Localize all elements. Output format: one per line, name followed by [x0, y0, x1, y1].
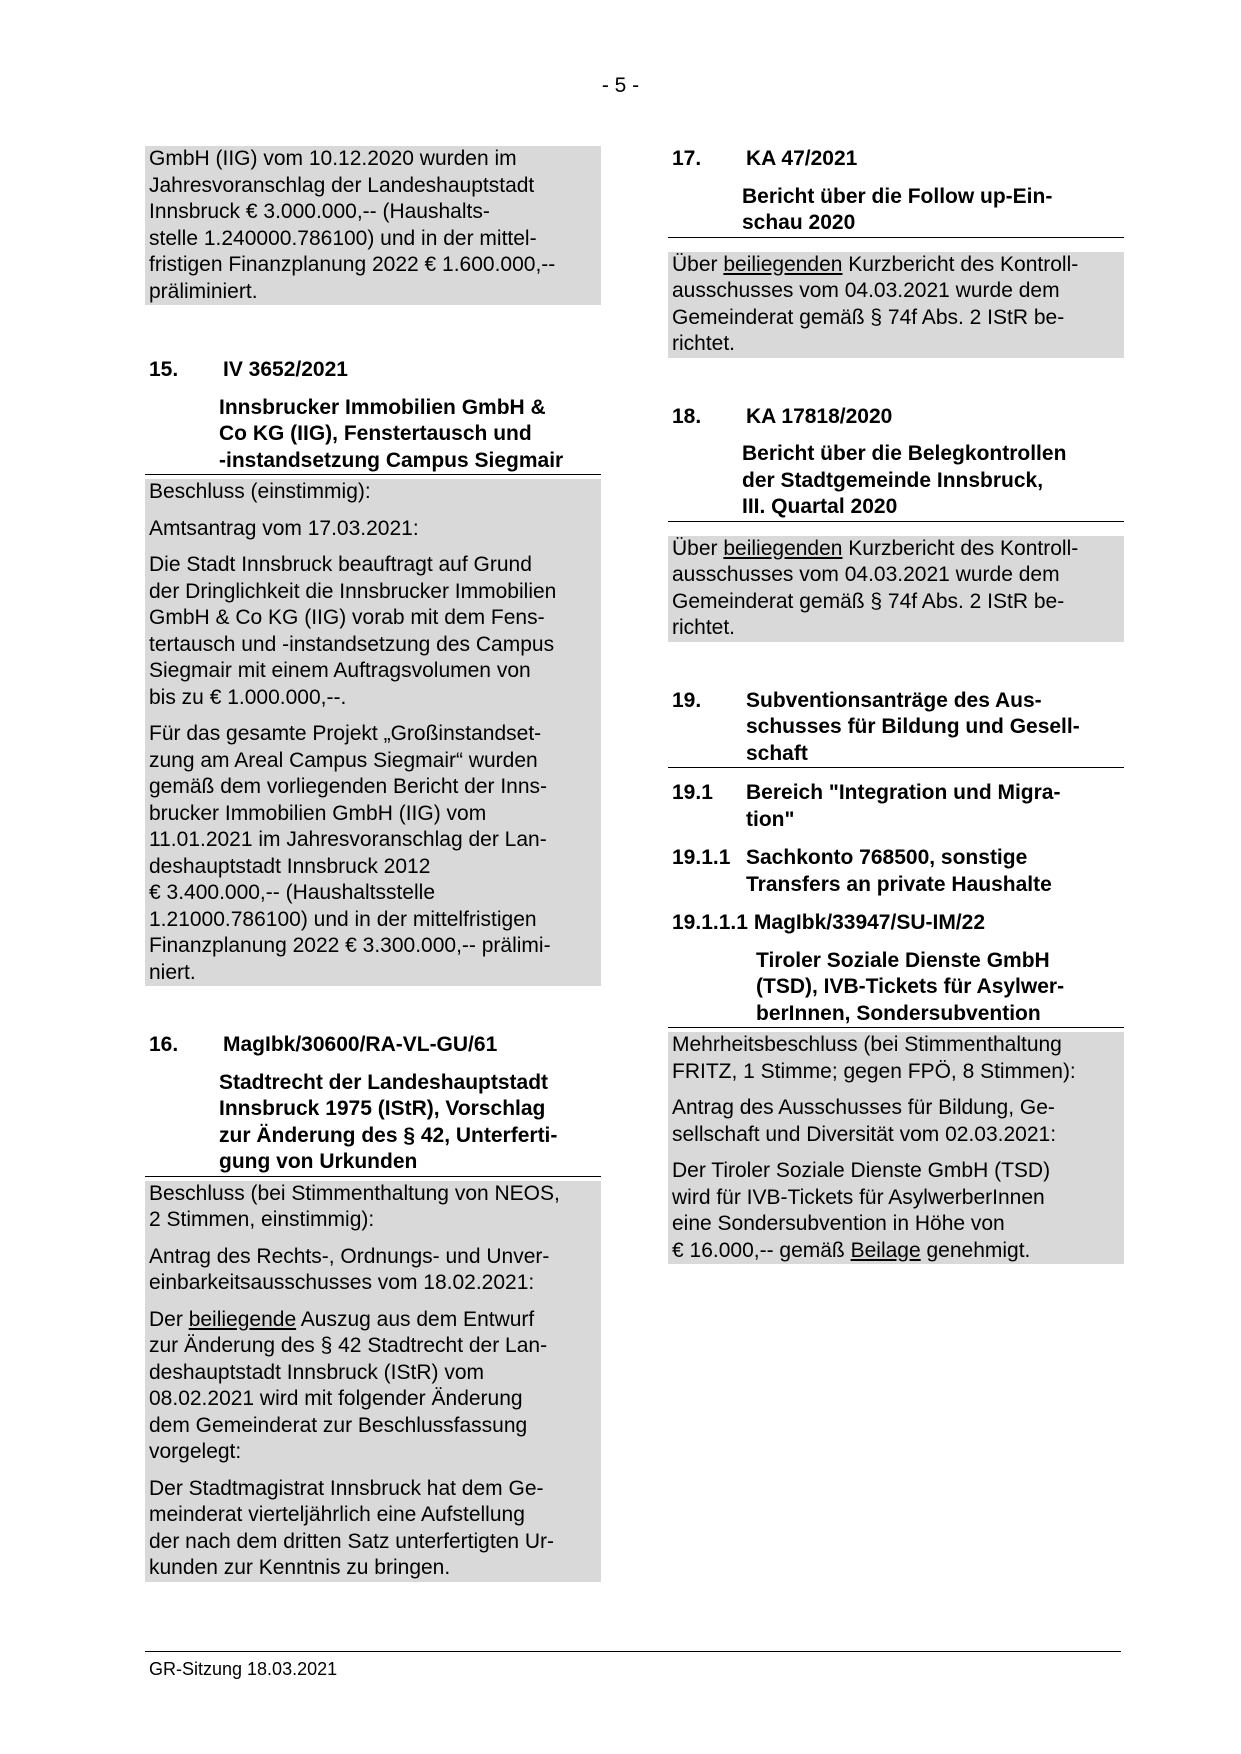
- motion-text: Antrag des Ausschusses für Bildung, Ge- sellschaft und Diversität vom 02.03.2021:: [672, 1096, 1057, 1146]
- item-15-body: [145, 479, 601, 986]
- item-19-1-heading: [668, 780, 1124, 833]
- footer: GR-Sitzung 18.03.2021: [149, 1659, 338, 1679]
- item-17-body: [668, 252, 1124, 358]
- decision-text: Mehrheitsbeschluss (bei Stimmenthaltung FRITZ, 1 Stimme; gegen FPÖ, 8 Stimmen):: [672, 1033, 1076, 1083]
- item-title: Subventionsanträge des Aus- schusses für Bildung und Gesell- schaft: [746, 688, 1080, 765]
- item-number: 18.: [672, 404, 702, 428]
- item-19-1-1-1-heading: [668, 910, 1124, 937]
- item-19-heading: [668, 688, 1124, 769]
- item-number: 19.: [672, 688, 702, 712]
- item-reference: MagIbk/33947/SU-IM/22: [753, 911, 985, 934]
- page-number: - 5 -: [601, 74, 640, 97]
- item-19-body: [668, 1032, 1124, 1264]
- decision-text: Beschluss (bei Stimmenthaltung von NEOS, 2 Stimmen, einstimmig):: [149, 1181, 560, 1231]
- attachment-link[interactable]: beiliegende: [188, 1307, 297, 1331]
- item-number: 15.: [149, 358, 179, 381]
- attachment-link[interactable]: Beilage: [850, 1238, 921, 1262]
- amendment-paragraph: Der Stadtmagistrat Innsbruck hat dem Ge- meinderat vierteljährlich eine Aufstellung der nach dem dritten Satz unterfertigten Ur- kunden zur Kenntnis zu bringen.: [149, 1476, 555, 1579]
- item-title: Sachkonto 768500, sonstige Transfers an private Haushalte: [746, 846, 1052, 896]
- item-number: 19.1.1.1: [672, 911, 748, 934]
- motion-text: Antrag des Rechts-, Ordnungs- und Unver- einbarkeitsausschusses vom 18.02.2021:: [149, 1244, 550, 1294]
- item-number: 16.: [149, 1033, 179, 1056]
- item-number: 17.: [672, 147, 702, 170]
- item-18-heading: [668, 404, 1124, 431]
- item-18-title: Bericht über die Belegkontrollen der Stadtgemeinde Innsbruck, III. Quartal 2020: [668, 441, 1124, 522]
- resolution-paragraph: Die Stadt Innsbruck beauftragt auf Grund der Dringlichkeit die Innsbrucker Immobilien GmbH & Co KG (IIG) vorab mit dem Fens- tertausch und -instandsetzung des Campus Siegmair mit einem Auftragsvolumen von bis zu € 1.000.000,--.: [149, 553, 557, 709]
- item-15-heading: [145, 357, 601, 384]
- intro-paragraph: GmbH (IIG) vom 10.12.2020 wurden im Jahresvoranschlag der Landeshauptstadt Innsbruck € 3.000.000,-- (Haushalts- stelle 1.240000.786100) und in der mittel- fristigen Finanzplanung 2022 € 1.600.000,-- präliminiert.: [149, 147, 556, 303]
- item-17-title: Bericht über die Follow up-Ein- schau 2020: [668, 184, 1124, 238]
- item-19-1-1-heading: [668, 845, 1124, 898]
- attachment-link[interactable]: beiliegenden: [723, 536, 843, 560]
- item-19-1-1-1-title: Tiroler Soziale Dienste GmbH (TSD), IVB-Tickets für Asylwer- berInnen, Sondersubvention: [668, 948, 1124, 1029]
- item-18-body: [668, 536, 1124, 642]
- project-paragraph: Für das gesamte Projekt „Großinstandset- zung am Areal Campus Siegmair“ wurden gemäß dem vorliegenden Bericht der Inns- brucker Immobilien GmbH (IIG) vom 11.01.2021 im Jahresvoranschlag der Lan- deshauptstadt Innsbruck 2012 € 3.400.000,-- (Haushaltsstelle 1.21000.786100) und in der mittelfristigen Finanzplanung 2022 € 3.300.000,-- prälimi- niert.: [149, 722, 551, 984]
- attachment-link[interactable]: beiliegenden: [723, 252, 843, 276]
- item-16-heading: [145, 1032, 601, 1059]
- draft-paragraph: Der beiliegende Auszug aus dem Entwurf zur Änderung des § 42 Stadtrecht der Lan- deshauptstadt Innsbruck (IStR) vom 08.02.2021 wird mit folgender Änderung dem Gemeinderat zur Beschlussfassung vorgelegt:: [149, 1307, 548, 1463]
- footer-divider: [145, 1651, 1121, 1652]
- item-reference: MagIbk/30600/RA-VL-GU/61: [223, 1033, 498, 1056]
- item-17-heading: [668, 146, 1124, 173]
- item-reference: KA 47/2021: [746, 147, 858, 170]
- item-15-title: Innsbrucker Immobilien GmbH & Co KG (IIG), Fenstertausch und -instandsetzung Campus Siegmair: [145, 395, 601, 476]
- item-title: Bereich "Integration und Migra- tion": [746, 781, 1061, 831]
- decision-text: Beschluss (einstimmig):: [149, 480, 371, 503]
- grant-paragraph: Der Tiroler Soziale Dienste GmbH (TSD) wird für IVB-Tickets für AsylwerberInnen eine Sondersubvention in Höhe von € 16.000,-- gemäß Beilage genehmigt.: [672, 1159, 1051, 1262]
- motion-text: Amtsantrag vom 17.03.2021:: [149, 516, 419, 540]
- report-paragraph: Über beiliegenden Kurzbericht des Kontroll- ausschusses vom 04.03.2021 wurde dem Gemeinderat gemäß § 74f Abs. 2 IStR be- richtet.: [672, 536, 1079, 639]
- item-reference: KA 17818/2020: [746, 404, 893, 428]
- intro-block: [145, 146, 601, 305]
- left-column: [145, 146, 601, 1582]
- item-16-body: [145, 1181, 601, 1582]
- item-number: 19.1: [672, 781, 713, 804]
- item-number: 19.1.1: [672, 846, 731, 869]
- report-paragraph: Über beiliegenden Kurzbericht des Kontroll- ausschusses vom 04.03.2021 wurde dem Gemeinderat gemäß § 74f Abs. 2 IStR be- richtet.: [672, 252, 1079, 355]
- right-column: [668, 146, 1124, 1264]
- item-16-title: Stadtrecht der Landeshauptstadt Innsbruck 1975 (IStR), Vorschlag zur Änderung des § 42, Unterferti- gung von Urkunden: [145, 1070, 601, 1177]
- item-reference: IV 3652/2021: [223, 358, 348, 381]
